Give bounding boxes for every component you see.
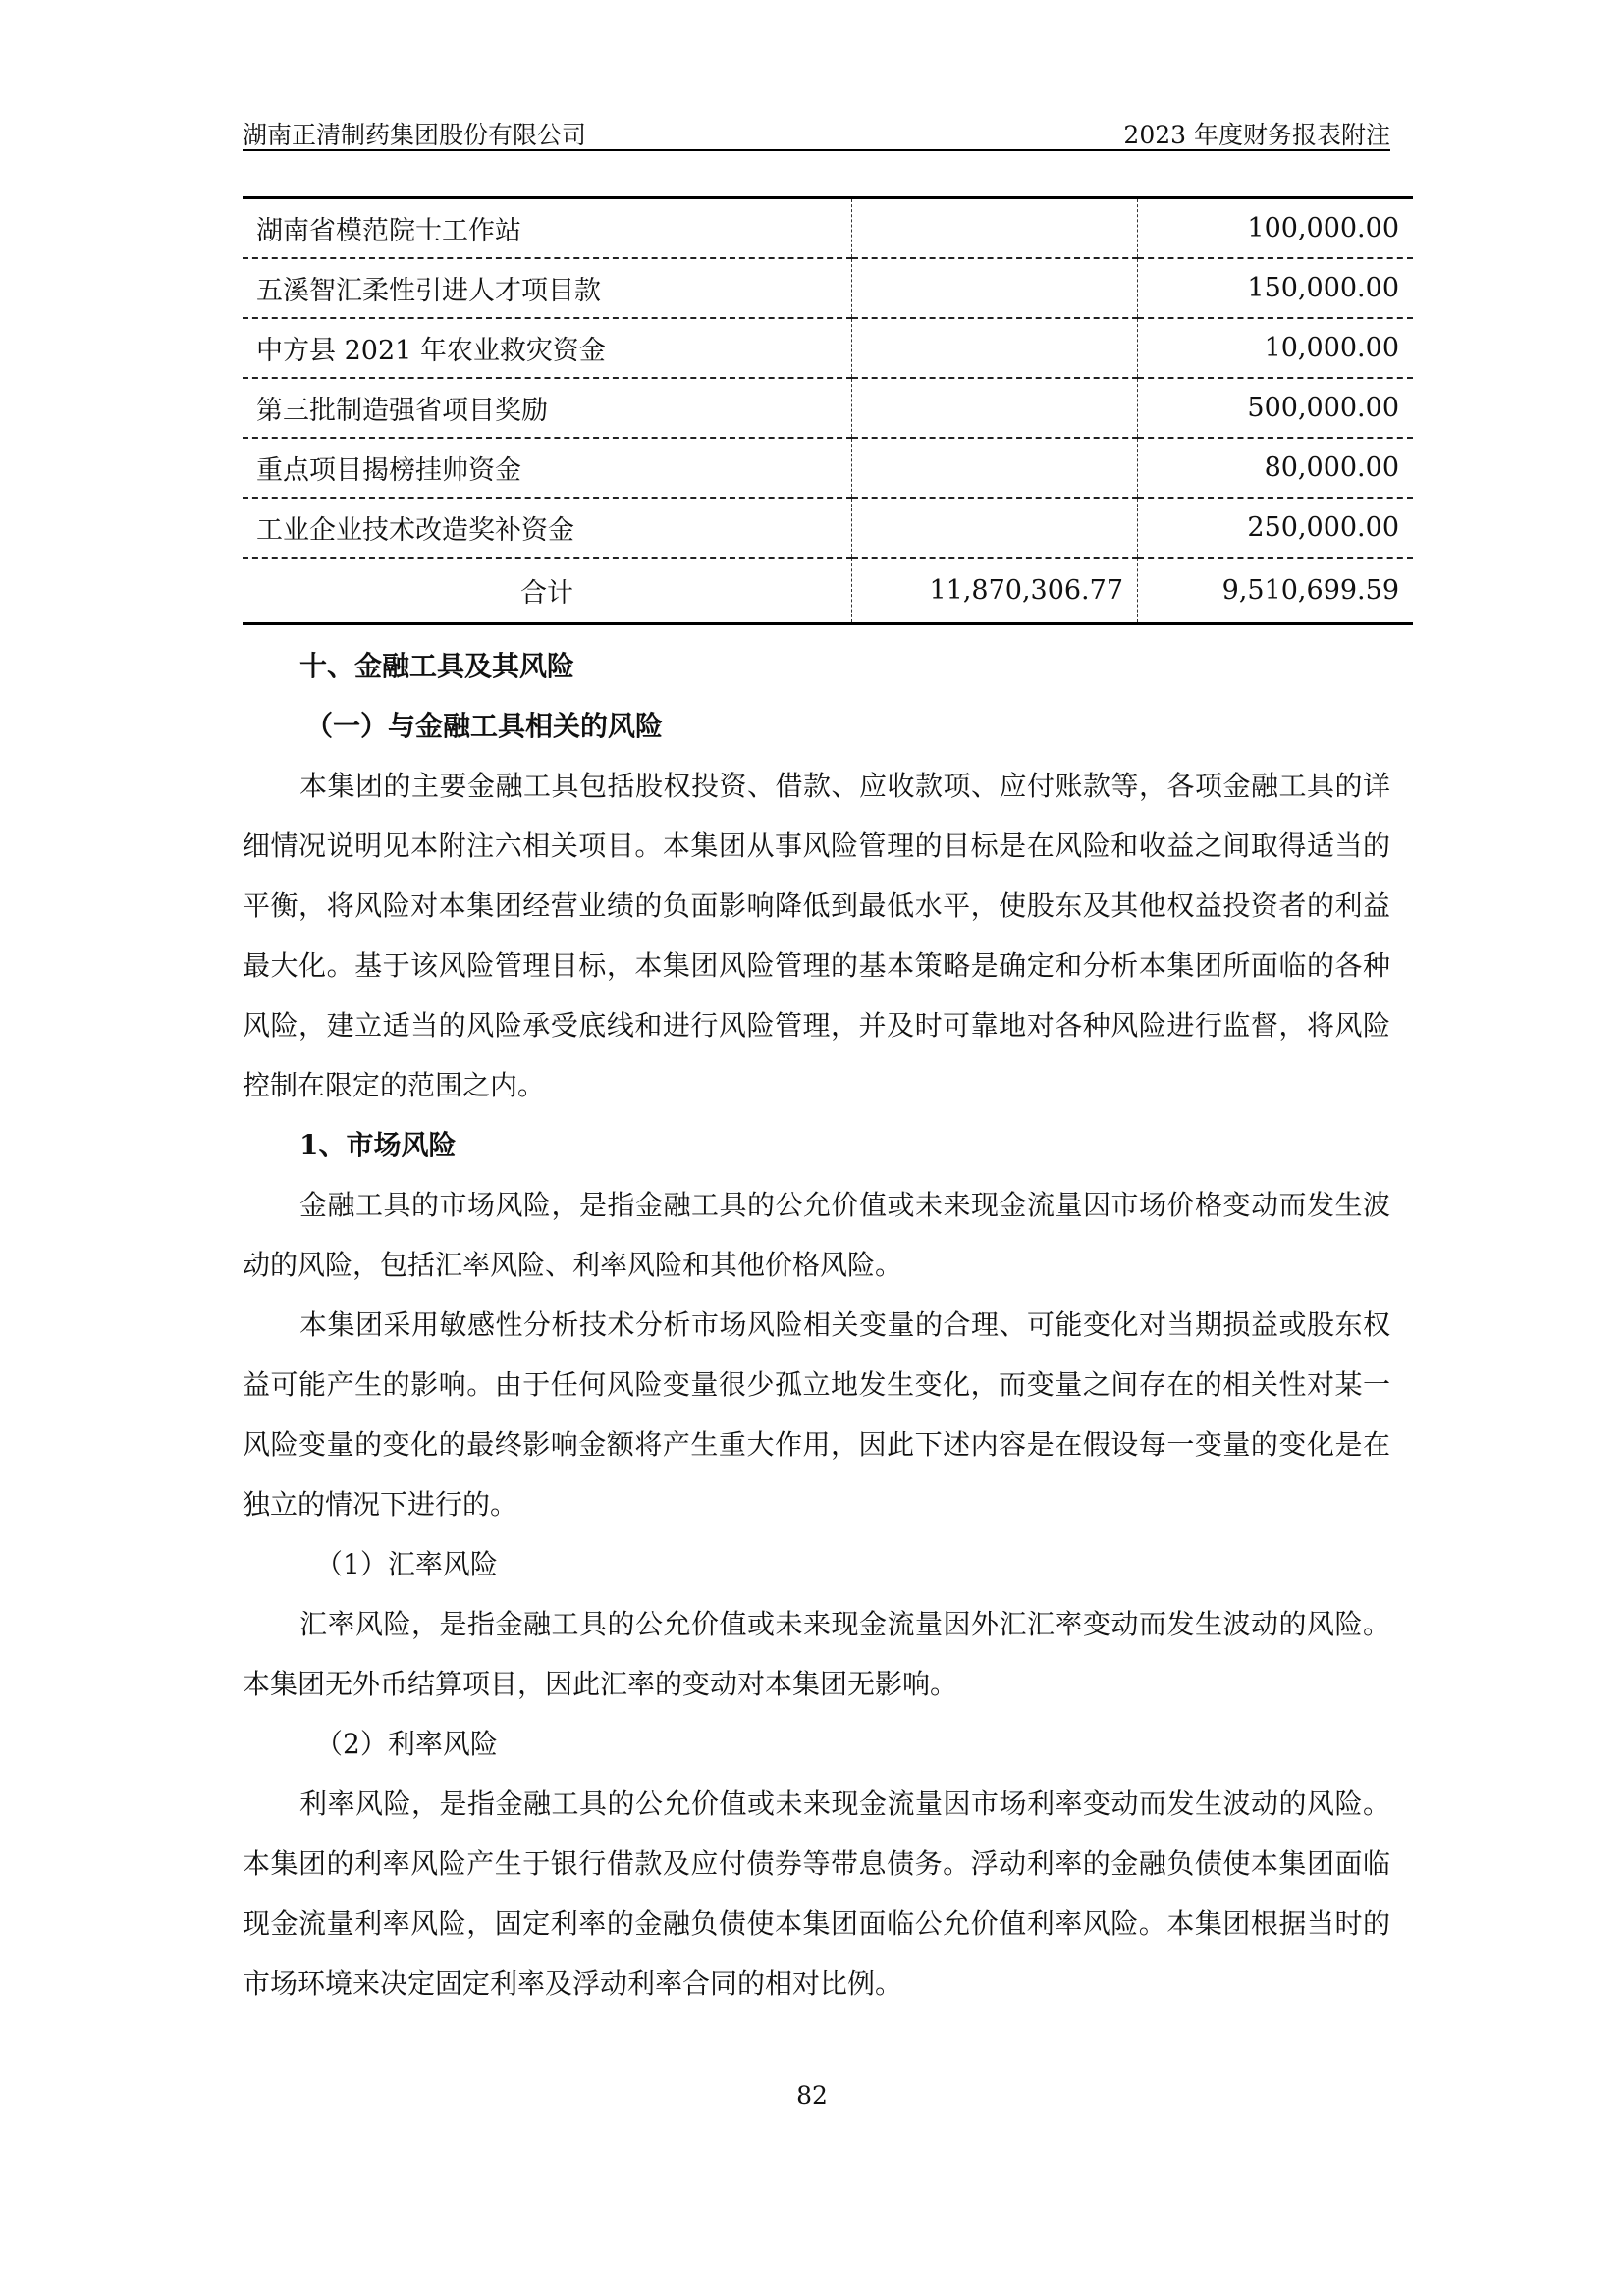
table-total-label: 合计 — [243, 558, 852, 624]
table-row — [243, 498, 1413, 558]
page-header — [243, 110, 1390, 151]
table-cell-col2 — [852, 318, 1138, 378]
interest-rate-risk-paragraph: 利率风险，是指金融工具的公允价值或未来现金流量因市场利率变动而发生波动的风险。本集团的利率风险产生于银行借款及应付债券等带息债务。浮动利率的金融负债使本集团面临现金流量利率风险，固定利率的金融负债使本集团面临公允价值利率风险。本集团根据当时的市场环境来决定固定利率及浮动利率合同的相对比例。 — [243, 1788, 1390, 2000]
table-total-row — [243, 558, 1413, 624]
table-cell-col3: 150,000.00 — [1138, 258, 1414, 318]
table-total-col3: 9,510,699.59 — [1221, 575, 1399, 606]
table-row — [243, 198, 1413, 259]
table-cell-col2 — [852, 498, 1138, 558]
table-row — [243, 318, 1413, 378]
table-cell-item: 工业企业技术改造奖补资金 — [243, 498, 852, 558]
table-row — [243, 258, 1413, 318]
table-cell-item: 中方县 2021 年农业救灾资金 — [243, 318, 852, 378]
table-cell-col3: 250,000.00 — [1138, 498, 1414, 558]
sensitivity-analysis-paragraph: 本集团采用敏感性分析技术分析市场风险相关变量的合理、可能变化对当期损益或股东权益可能产生的影响。由于任何风险变量很少孤立地发生变化，而变量之间存在的相关性对某一风险变量的变化的最终影响金额将产生重大作用，因此下述内容是在假设每一变量的变化是在独立的情况下进行的。 — [243, 1308, 1390, 1521]
interest-rate-risk-title: （2）利率风险 — [315, 1728, 498, 1760]
table-cell-item: 第三批制造强省项目奖励 — [243, 378, 852, 438]
table-row — [243, 438, 1413, 498]
fx-risk-title: （1）汇率风险 — [315, 1548, 498, 1580]
header-report-title: 2023 年度财务报表附注 — [1123, 121, 1390, 149]
table-cell-item: 湖南省模范院士工作站 — [243, 198, 852, 259]
table-row — [243, 378, 1413, 438]
market-risk-paragraph: 金融工具的市场风险，是指金融工具的公允价值或未来现金流量因市场价格变动而发生波动的风险，包括汇率风险、利率风险和其他价格风险。 — [243, 1189, 1390, 1281]
header-company-name: 湖南正清制药集团股份有限公司 — [243, 121, 587, 149]
table-cell-col3: 80,000.00 — [1138, 438, 1414, 498]
table-cell-col3: 10,000.00 — [1138, 318, 1414, 378]
subsection-title: （一）与金融工具相关的风险 — [305, 710, 664, 742]
table-cell-col2 — [852, 198, 1138, 259]
table-total-col2: 11,870,306.77 — [852, 558, 1138, 624]
table-cell-col2 — [852, 378, 1138, 438]
government-grants-table — [243, 196, 1413, 625]
table-cell-col2 — [852, 258, 1138, 318]
table-cell-col3: 100,000.00 — [1138, 198, 1414, 259]
section-title: 十、金融工具及其风险 — [299, 650, 575, 682]
table-cell-item: 重点项目揭榜挂帅资金 — [243, 438, 852, 498]
fx-risk-paragraph: 汇率风险，是指金融工具的公允价值或未来现金流量因外汇汇率变动而发生波动的风险。本集团无外币结算项目，因此汇率的变动对本集团无影响。 — [243, 1608, 1390, 1700]
page-number: 82 — [796, 2081, 828, 2109]
intro-paragraph: 本集团的主要金融工具包括股权投资、借款、应收款项、应付账款等，各项金融工具的详细情况说明见本附注六相关项目。本集团从事风险管理的目标是在风险和收益之间取得适当的平衡，将风险对本集团经营业绩的负面影响降低到最低水平，使股东及其他权益投资者的利益最大化。基于该风险管理目标，本集团风险管理的基本策略是确定和分析本集团所面临的各种风险，建立适当的风险承受底线和进行风险管理，并及时可靠地对各种风险进行监督，将风险控制在限定的范围之内。 — [243, 770, 1390, 1101]
market-risk-title: 1、市场风险 — [299, 1129, 457, 1161]
table-cell-col2 — [852, 438, 1138, 498]
table-cell-col3: 500,000.00 — [1138, 378, 1414, 438]
table-cell-item: 五溪智汇柔性引进人才项目款 — [243, 258, 852, 318]
document-body — [243, 636, 1390, 2013]
